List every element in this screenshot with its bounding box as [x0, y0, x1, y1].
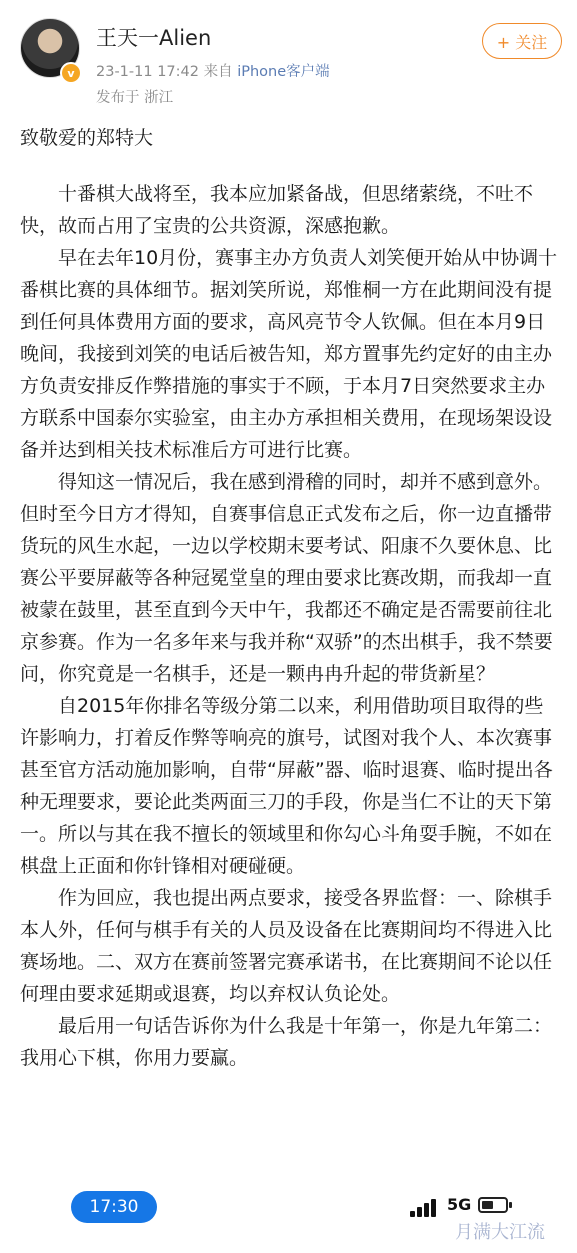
post-date: 23-1-11 17:42 — [96, 64, 199, 80]
post-paragraph: 早在去年10月份，赛事主办方负责人刘笑便开始从中协调十番棋比赛的具体细节。据刘笑所说，郑惟桐一方在此期间没有提到任何具体费用方面的要求，高风亮节令人钦佩。但在本月9日晚间，我接到刘笑的电话后被告知，郑方置事先约定好的由主办方负责安排反作弊措施的事实于不顾，于本月7日突然要求主办方联系中国泰尔实验室，由主办方承担相关费用，在现场架设设备并达到相关技术标准后方可进行比赛。 — [20, 247, 558, 461]
status-time[interactable]: 17:30 — [71, 1191, 157, 1223]
post-paragraph: 作为回应，我也提出两点要求，接受各界监督：一、除棋手本人外，任何与棋手有关的人员及设备在比赛期间均不得进入比赛场地。二、双方在赛前签署完赛承诺书，在比赛期间不论以任何理由要求延期或退赛，均以弃权认负论处。 — [20, 887, 553, 1005]
verified-badge-icon: v — [60, 62, 82, 84]
watermark-text: 月满大江流 — [455, 1222, 545, 1243]
author-name[interactable]: 王天一Alien — [96, 26, 212, 50]
post-body — [20, 122, 560, 1074]
post-location: 发布于 浙江 — [96, 90, 174, 106]
source-client-link[interactable]: iPhone客户端 — [237, 64, 330, 80]
follow-button[interactable]: + 关注 — [482, 23, 562, 59]
battery-level-fill — [482, 1201, 493, 1209]
signal-strength-icon — [410, 1197, 438, 1217]
post-meta — [96, 60, 330, 81]
post-header — [0, 0, 577, 120]
post-paragraph: 最后用一句话告诉你为什么我是十年第一，你是九年第二：我用心下棋，你用力要赢。 — [20, 1015, 553, 1069]
battery-icon — [478, 1197, 508, 1213]
source-prefix: 来自 — [203, 64, 233, 80]
post-paragraph: 自2015年你排名等级分第二以来，利用借助项目取得的些许影响力，打着反作弊等响亮的旗号，试图对我个人、本次赛事甚至官方活动施加影响，自带“屏蔽”器、临时退赛、临时提出各种无理要求，要论此类两面三刀的手段，你是当仁不让的天下第一。所以与其在我不擅长的领域里和你勾心斗角耍手腕，不如在棋盘上正面和你针锋相对硬碰硬。 — [20, 695, 553, 877]
network-type: 5G — [447, 1195, 472, 1214]
post-greeting: 致敬爱的郑特大 — [20, 127, 154, 149]
post-paragraph: 十番棋大战将至，我本应加紧备战，但思绪萦绕，不吐不快，故而占用了宝贵的公共资源，深感抱歉。 — [20, 183, 534, 237]
post-paragraph: 得知这一情况后，我在感到滑稽的同时，却并不感到意外。但时至今日方才得知，自赛事信息正式发布之后，你一边直播带货玩的风生水起，一边以学校期末要考试、阳康不久要休息、比赛公平要屏蔽等各种冠冕堂皇的理由要求比赛改期，而我却一直被蒙在鼓里，甚至直到今天中午，我都还不确定是否需要前往北京参赛。作为一名多年来与我并称“双骄”的杰出棋手，我不禁要问，你究竟是一名棋手，还是一颗冉冉升起的带货新星？ — [20, 471, 553, 685]
